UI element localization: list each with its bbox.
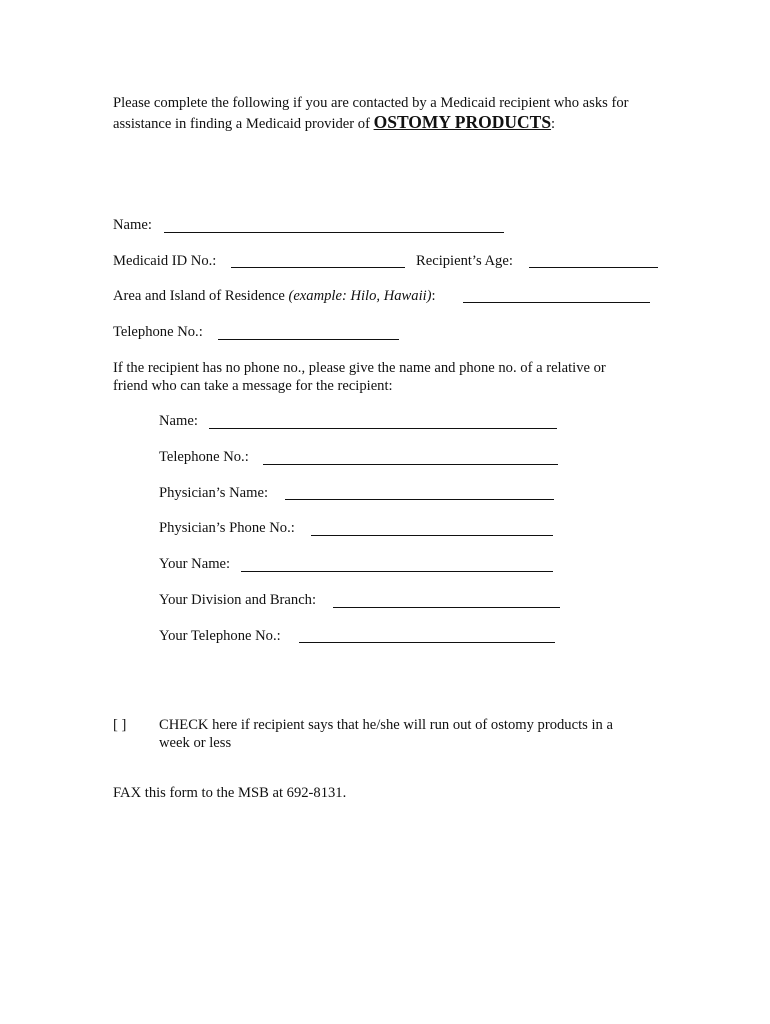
check-instruction-line-1: CHECK here if recipient says that he/she will run out of ostomy products in a: [159, 717, 613, 733]
area-island-example: (example: Hilo, Hawaii): [288, 288, 432, 304]
medicaid-id-label: Medicaid ID No.:: [113, 253, 217, 269]
area-island-colon: :: [431, 288, 436, 304]
physician-phone-field[interactable]: [311, 535, 553, 536]
intro-line-2: [113, 113, 555, 133]
fax-instruction: FAX this form to the MSB at 692-8131.: [113, 785, 347, 801]
intro-line-1: Please complete the following if you are contacted by a Medicaid recipient who asks for: [113, 95, 629, 111]
run-out-checkbox[interactable]: [ ]: [113, 717, 127, 733]
physician-name-label: Physician’s Name:: [159, 485, 269, 501]
your-name-label: Your Name:: [159, 556, 231, 572]
ostomy-products-heading: OSTOMY PRODUCTS: [373, 112, 552, 132]
alternate-telephone-label: Telephone No.:: [159, 449, 249, 465]
recipient-name-label: Name:: [113, 217, 152, 233]
recipient-telephone-label: Telephone No.:: [113, 324, 203, 340]
medicaid-id-field[interactable]: [231, 267, 405, 268]
recipient-age-label: Recipient’s Age:: [416, 253, 513, 269]
area-island-field[interactable]: [463, 302, 650, 303]
physician-phone-label: Physician’s Phone No.:: [159, 520, 295, 536]
recipient-telephone-field[interactable]: [218, 339, 399, 340]
your-telephone-label: Your Telephone No.:: [159, 628, 281, 644]
check-instruction-line-2: week or less: [159, 735, 232, 751]
recipient-age-field[interactable]: [529, 267, 658, 268]
alternate-name-field[interactable]: [209, 428, 557, 429]
intro-line-2-text: assistance in finding a Medicaid provider of: [113, 116, 374, 132]
recipient-name-field[interactable]: [164, 232, 504, 233]
physician-name-field[interactable]: [285, 499, 554, 500]
alternate-telephone-field[interactable]: [263, 464, 558, 465]
your-division-branch-field[interactable]: [333, 607, 560, 608]
alternate-instruction-line-2: friend who can take a message for the recipient:: [113, 378, 393, 394]
intro-line-2-colon: :: [551, 116, 556, 132]
your-name-field[interactable]: [241, 571, 553, 572]
area-island-label-text: Area and Island of Residence: [113, 288, 289, 304]
your-telephone-field[interactable]: [299, 642, 555, 643]
alternate-instruction-line-1: If the recipient has no phone no., please give the name and phone no. of a relative or: [113, 360, 606, 376]
your-division-branch-label: Your Division and Branch:: [159, 592, 317, 608]
alternate-name-label: Name:: [159, 413, 198, 429]
area-island-label: [113, 287, 436, 305]
